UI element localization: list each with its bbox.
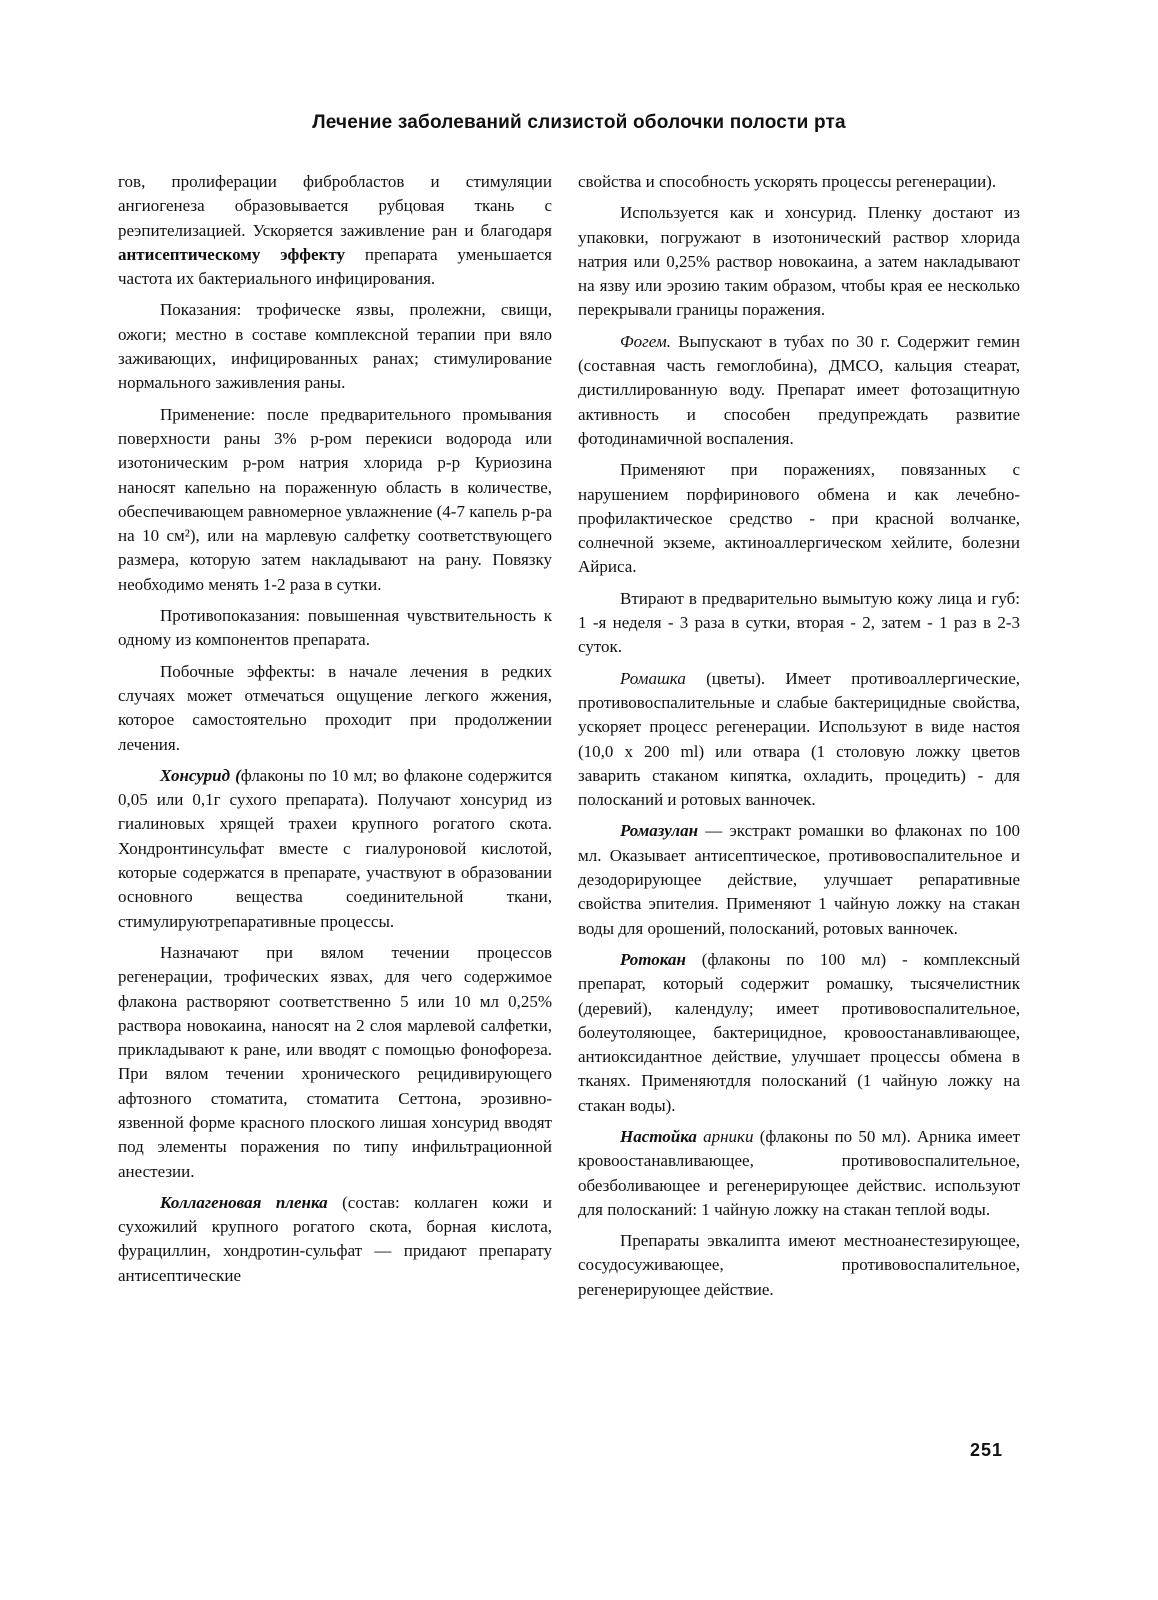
paragraph-honsurid: [118, 764, 552, 934]
text: флаконы по 10 мл; во флаконе содержится 0,05 или 0,1г сухого препарата). Получают хонсурид из гиалиновых хрящей трахеи крупного рогатого скота. Хондронтинсульфат вместе с гиалуроновой кислотой, которые содержатся в препарате, участвуют в образовании основного вещества соединительной ткани, стимулируютрепаративные процессы.: [118, 765, 552, 931]
paragraph-indications: Показания: трофическе язвы, пролежни, свищи, ожоги; местно в составе комплексной терапии при вяло заживающих, инфицированных ранах; стимулирование нормального заживления раны.: [118, 300, 552, 393]
paragraph-side-effects: Побочные эффекты: в начале лечения в редких случаях может отмечаться ощущение легкого жжения, которое самостоятельно проходит при продолжении лечения.: [118, 661, 552, 754]
paragraph-collagen: [118, 1191, 552, 1288]
paragraph-chamomile: [578, 667, 1020, 813]
bold-text: антисептическому эффекту: [118, 244, 346, 264]
text: гов, пролиферации фибробластов и стимуляции ангиогенеза образовывается рубцовая ткань с реэпителизацией. Ускоряется заживление ран и благодаря: [118, 172, 552, 240]
text: (флаконы по 50 мл). Арника имеет кровоостанавливающее, противовоспалительное, обезболивающее и регенерирующее действис. используют для полосканий: 1 чайную ложку на стакан теплой воды.: [578, 1126, 1020, 1219]
text: — экстракт ромашки во флаконах по 100 мл. Оказывает антисептическое, противовоспалительное и дезодорирующее действие, улучшает репаративные свойства эпителия. Применяют 1 чайную ложку на стакан воды для орошений, полосканий, ротовых ванночек.: [578, 821, 1020, 938]
right-column: [578, 170, 1020, 1309]
paragraph-usage: Назначают при вялом течении процессов регенерации, трофических язвах, для чего содержимое флакона растворяют соответственно 5 или 10 мл 0,25% раствора новокаина, наносят на 2 слоя марлевой салфетки, прикладывают к ране, или вводят с помощью фонофореза. При вялом течении хронического рецидивирующего афтозного стоматита, стоматита Сеттона, эрозивно-язвенной форме красного плоского лишая хонсурид вводят под элементы поражения по типу инфильтрационной анестезии.: [118, 942, 552, 1181]
paragraph-contraindications: Противопоказания: повышенная чувствительность к одному из компонентов препарата.: [118, 606, 552, 650]
paragraph: Применяют при поражениях, повязанных с нарушением порфиринового обмена и как лечебно-профилактическое средство - при красной волчанке, солнечной экземе, актиноаллергическом хейлите, болезни Айриса.: [578, 460, 1020, 577]
left-column: [118, 170, 552, 1295]
drug-name-2: арники: [696, 1126, 754, 1146]
drug-name: Коллагеновая пленка: [160, 1192, 328, 1212]
drug-name: Настойка: [620, 1126, 697, 1146]
drug-name: Ротокан: [620, 949, 686, 969]
paragraph: Используется как и хонсурид. Пленку достают из упаковки, погружают в изотонический раствор хлорида натрия или 0,25% раствор новокаина, а затем накладывают на язву или эрозию таким образом, чтобы края ее несколько перекрывали границы поражения.: [578, 203, 1020, 320]
paragraph-arnica: [578, 1125, 1020, 1222]
drug-name: Ромазулан: [620, 821, 699, 841]
paragraph-romazulan: [578, 819, 1020, 940]
paragraph-eucalyptus: Препараты эвкалипта имеют местноанестезирующее, сосудосуживающее, противовоспалительное, регенерирующее действие.: [578, 1231, 1020, 1299]
text: (состав: коллаген кожи и сухожилий крупного рогатого скота, борная кислота, фурациллин, хондротин-сульфат — придают препарату антисептические: [118, 1192, 552, 1285]
text: (цветы). Имеет противоаллергические, противовоспалительные и слабые бактерицидные свойства, ускоряет процесс регенерации. Используют в виде настоя (10,0 х 200 ml) или отвара (1 столовую ложку цветов заварить стаканом кипятка, охладить, процедить) - для полосканий и ротовых ванночек.: [578, 668, 1020, 810]
text: препарата уменьшается частота их бактериального инфицирования.: [118, 244, 552, 289]
paragraph: свойства и способность ускорять процессы регенерации).: [578, 172, 997, 191]
text: Выпускают в тубах по 30 г. Содержит гемин (составная часть гемоглобина), ДМСО, кальция стеарат, дистиллированную воду. Препарат имеет фотозащитную активность и способен предупреждать развитие фотодинамичной воспаления.: [578, 331, 1020, 448]
paragraph-rotokan: [578, 948, 1020, 1118]
paragraph-application: Применение: после предварительного промывания поверхности раны 3% р-ром перекиси водорода или изотоническим р-ром натрия хлорида р-р Куриозина наносят капельно на пораженную область в количестве, обеспечивающем равномерное увлажнение (4-7 капель р-ра на 10 см²), или на марлевую салфетку соответствующего размера, которую затем накладывают на рану. Повязку необходимо менять 1-2 раза в сутки.: [118, 404, 552, 594]
paragraph: Втирают в предварительно вымытую кожу лица и губ: 1 -я неделя - 3 раза в сутки, вторая - 2, затем - 1 раз в 2-3 суток.: [578, 588, 1020, 657]
drug-name: Ромашка: [620, 668, 686, 688]
drug-name: Хонсурид (: [160, 765, 241, 785]
page-header: Лечение заболеваний слизистой оболочки полости рта: [312, 112, 846, 133]
paragraph-fogem: [578, 330, 1020, 451]
text: (флаконы по 100 мл) - комплексный препарат, который содержит ромашку, тысячелистник (деревий), календулу; имеет противовоспалительное, болеутоляющее, бактерицидное, кровоостанавливающее, антиоксидантное действие, улучшает процессы обмена в тканях. Применяютдля полосканий (1 чайную ложку на стакан воды).: [578, 949, 1020, 1115]
drug-name: Фогем.: [620, 331, 672, 351]
paragraph: [118, 170, 552, 291]
page-number: 251: [970, 1440, 1004, 1460]
